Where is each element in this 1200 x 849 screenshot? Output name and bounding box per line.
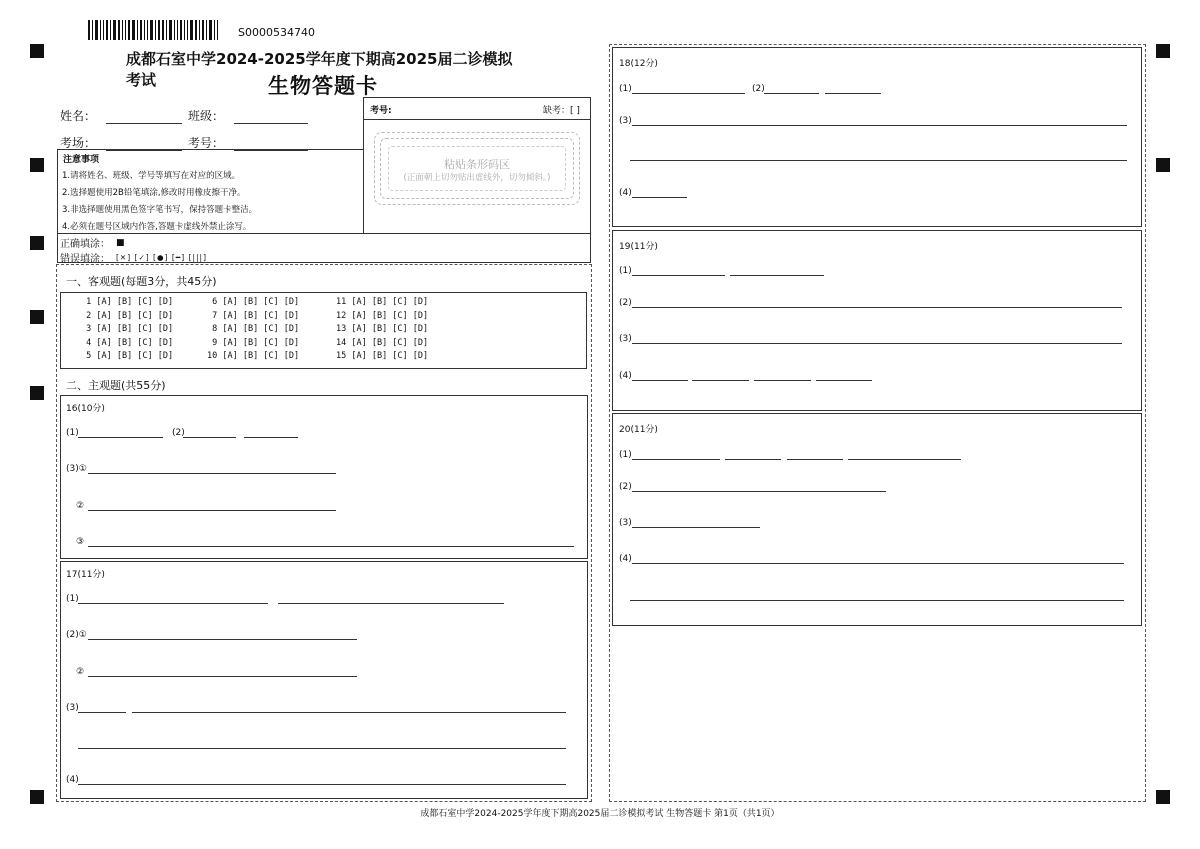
q19-part4-label: (4) xyxy=(619,371,632,381)
wrong-fill-label: 错误填涂： xyxy=(60,254,110,265)
subjective-heading: 二、主观题(共55分) xyxy=(66,379,166,392)
objective-item-15[interactable] xyxy=(336,351,428,361)
q19-part1-answer-line[interactable] xyxy=(730,275,824,276)
card-title: 生物答题卡 xyxy=(268,73,378,98)
q16-part2-label: (2) xyxy=(172,428,185,438)
q17-part3-answer-line[interactable] xyxy=(78,712,126,713)
name-line[interactable] xyxy=(106,111,182,124)
q18-part4-answer-line[interactable] xyxy=(632,197,687,198)
objective-item-11[interactable] xyxy=(336,297,428,307)
objective-item-options[interactable]: [A] [B] [C] [D] xyxy=(96,297,174,307)
objective-item-options[interactable]: [A] [B] [C] [D] xyxy=(222,324,300,334)
objective-item-1[interactable] xyxy=(81,297,173,307)
q19-part2-label: (2) xyxy=(619,298,632,308)
objective-item-number: 10 xyxy=(207,351,223,361)
class-field[interactable] xyxy=(188,107,308,124)
q16-part3c-answer-line[interactable] xyxy=(88,546,574,547)
room-label: 考场： xyxy=(60,136,97,150)
objective-item-number: 8 xyxy=(207,324,223,334)
q19-part2-answer-line[interactable] xyxy=(632,307,1122,308)
q19-part1-label: (1) xyxy=(619,266,632,276)
objective-item-number: 1 xyxy=(81,297,97,307)
objective-item-number: 2 xyxy=(81,310,97,321)
objective-item-number: 3 xyxy=(81,324,97,334)
objective-item-6[interactable] xyxy=(207,297,299,307)
positioning-mark xyxy=(30,790,44,804)
notes-box xyxy=(57,149,364,234)
barcode-number: S0000534740 xyxy=(238,26,315,39)
q16-part3b-label: ② xyxy=(76,501,85,511)
q20-part3-label: (3) xyxy=(619,518,632,528)
class-label: 班级： xyxy=(188,109,225,123)
q18-part3-answer-line[interactable] xyxy=(630,160,1127,161)
objective-item-options[interactable]: [A] [B] [C] [D] xyxy=(351,297,429,307)
page-footer: 成都石室中学2024-2025学年度下期高2025届二诊模拟考试 生物答题卡 第1页（共1页） xyxy=(420,809,780,819)
objective-item-12[interactable] xyxy=(336,311,428,321)
q16-part1-label: (1) xyxy=(66,428,79,438)
exam-number-label: 考号： xyxy=(188,136,225,150)
objective-item-8[interactable] xyxy=(207,324,299,334)
barcode-area-title: 粘贴条形码区 xyxy=(444,158,510,171)
q18-part3-label: (3) xyxy=(619,116,632,126)
q20-part1-answer-line[interactable] xyxy=(787,459,843,460)
q17-part4-label: (4) xyxy=(66,775,79,785)
q18-part2-answer-line[interactable] xyxy=(764,93,819,94)
q17-part2a-label: (2)① xyxy=(66,630,87,640)
objective-item-options[interactable]: [A] [B] [C] [D] xyxy=(96,324,174,334)
q17-part1-label: (1) xyxy=(66,594,79,604)
objective-item-number: 7 xyxy=(207,310,223,321)
q17-part3-answer-line[interactable] xyxy=(132,712,566,713)
q16-part2-answer-line[interactable] xyxy=(244,437,298,438)
q20-part4-answer-line[interactable] xyxy=(632,563,1124,564)
objective-item-options[interactable]: [A] [B] [C] [D] xyxy=(222,351,300,361)
q17-part1-answer-line[interactable] xyxy=(278,603,504,604)
objective-item-options[interactable]: [A] [B] [C] [D] xyxy=(96,310,174,321)
q18-part1-label: (1) xyxy=(619,84,632,94)
q17-part3-answer-line[interactable] xyxy=(78,748,566,749)
q19-part4-answer-line[interactable] xyxy=(692,380,749,381)
positioning-mark xyxy=(30,310,44,324)
correct-fill-example: ■ xyxy=(116,237,126,248)
name-label: 姓名： xyxy=(60,109,97,123)
objective-item-options[interactable]: [A] [B] [C] [D] xyxy=(351,310,429,321)
positioning-mark xyxy=(1156,44,1170,58)
question-17-title: 17(11分) xyxy=(66,570,105,580)
q17-part1-answer-line[interactable] xyxy=(78,603,268,604)
objective-item-options[interactable]: [A] [B] [C] [D] xyxy=(222,310,300,321)
objective-item-number: 5 xyxy=(81,351,97,361)
q19-part3-label: (3) xyxy=(619,334,632,344)
q17-part2b-answer-line[interactable] xyxy=(88,676,357,677)
q17-part4-answer-line[interactable] xyxy=(78,784,566,785)
q20-part1-label: (1) xyxy=(619,450,632,460)
absent-checkbox[interactable]: 缺考：[ ] xyxy=(543,106,580,116)
positioning-mark xyxy=(1156,790,1170,804)
q20-part4-answer-line[interactable] xyxy=(630,600,1124,601)
objective-item-number: 9 xyxy=(207,337,223,348)
notes-title: 注意事项 xyxy=(63,155,100,165)
q18-part1-answer-line[interactable] xyxy=(632,93,745,94)
exam-number-box-label: 考号: xyxy=(370,106,392,116)
objective-item-number: 13 xyxy=(336,324,352,334)
q18-part4-label: (4) xyxy=(619,188,632,198)
question-16-title: 16(10分) xyxy=(66,404,105,414)
q20-part1-answer-line[interactable] xyxy=(725,459,781,460)
q20-part4-label: (4) xyxy=(619,554,632,564)
q20-part1-answer-line[interactable] xyxy=(848,459,961,460)
name-field[interactable] xyxy=(60,107,182,124)
notes-item: 1.请将姓名、班级、学号等填写在对应的区域。 xyxy=(62,171,241,181)
question-16-box xyxy=(60,395,588,559)
q20-part2-label: (2) xyxy=(619,482,632,492)
q17-part2a-answer-line[interactable] xyxy=(88,639,357,640)
q19-part4-answer-line[interactable] xyxy=(816,380,872,381)
q16-part2-answer-line[interactable] xyxy=(183,437,236,438)
question-19-box xyxy=(612,230,1142,411)
notes-item: 3.非选择题使用黑色签字笔书写，保持答题卡整洁。 xyxy=(62,205,258,215)
q19-part3-answer-line[interactable] xyxy=(632,343,1122,344)
q18-part2-label: (2) xyxy=(752,84,765,94)
q18-part2-answer-line[interactable] xyxy=(825,93,881,94)
q19-part1-answer-line[interactable] xyxy=(632,275,725,276)
q17-part3-label: (3) xyxy=(66,703,79,713)
exam-title: 成都石室中学2024-2025学年度下期高2025届二诊模拟考试 xyxy=(126,50,513,89)
objective-grid xyxy=(60,292,587,369)
objective-item-5[interactable] xyxy=(81,351,173,361)
objective-item-number: 11 xyxy=(336,297,352,307)
correct-fill-label: 正确填涂： xyxy=(60,239,110,250)
q16-part3b-answer-line[interactable] xyxy=(88,510,336,511)
objective-item-10[interactable] xyxy=(207,351,299,361)
objective-item-3[interactable] xyxy=(81,324,173,334)
q18-part3-answer-line[interactable] xyxy=(632,125,1127,126)
objective-item-9[interactable] xyxy=(207,338,299,348)
q20-part1-answer-line[interactable] xyxy=(632,459,720,460)
barcode xyxy=(88,20,230,40)
notes-item: 4.必须在题号区域内作答,答题卡虚线外禁止涂写。 xyxy=(62,222,252,232)
objective-item-options[interactable]: [A] [B] [C] [D] xyxy=(351,351,429,361)
q19-part4-answer-line[interactable] xyxy=(754,380,811,381)
wrong-fill-examples: [✕] [✓] [●] [━] [|||] xyxy=(116,253,208,262)
q20-part3-answer-line[interactable] xyxy=(632,527,760,528)
objective-item-number: 15 xyxy=(336,351,352,361)
objective-item-options[interactable]: [A] [B] [C] [D] xyxy=(351,324,429,334)
objective-item-7[interactable] xyxy=(207,311,299,321)
objective-item-number: 6 xyxy=(207,297,223,307)
class-line[interactable] xyxy=(234,111,308,124)
objective-item-13[interactable] xyxy=(336,324,428,334)
objective-item-options[interactable]: [A] [B] [C] [D] xyxy=(351,337,429,348)
question-20-title: 20(11分) xyxy=(619,425,658,435)
positioning-mark xyxy=(30,158,44,172)
objective-item-number: 12 xyxy=(336,310,352,321)
q16-part3c-label: ③ xyxy=(76,537,85,547)
notes-item: 2.选择题使用2B铅笔填涂,修改时用橡皮擦干净。 xyxy=(62,188,246,198)
q19-part4-answer-line[interactable] xyxy=(632,380,688,381)
q16-part1-answer-line[interactable] xyxy=(78,437,163,438)
positioning-mark xyxy=(30,236,44,250)
q17-part2b-label: ② xyxy=(76,667,85,677)
exam-number-header-divider xyxy=(363,119,591,120)
objective-item-options[interactable]: [A] [B] [C] [D] xyxy=(96,337,174,348)
q16-part3a-answer-line[interactable] xyxy=(88,473,336,474)
wrong-fill-row xyxy=(60,250,207,265)
barcode-area-hint: (正面朝上切勿贴出虚线外，切勿倾斜。) xyxy=(403,173,551,183)
objective-item-options[interactable]: [A] [B] [C] [D] xyxy=(96,351,174,361)
question-20-box xyxy=(612,413,1142,626)
question-17-box xyxy=(60,561,588,799)
objective-item-options[interactable]: [A] [B] [C] [D] xyxy=(222,337,300,348)
objective-item-options[interactable]: [A] [B] [C] [D] xyxy=(222,297,300,307)
question-18-box xyxy=(612,47,1142,227)
correct-fill-row xyxy=(60,235,126,250)
q16-part3a-label: (3)① xyxy=(66,464,87,474)
objective-item-14[interactable] xyxy=(336,338,428,348)
positioning-mark xyxy=(1156,158,1170,172)
question-18-title: 18(12分) xyxy=(619,59,658,69)
objective-heading: 一、客观题(每题3分，共45分) xyxy=(66,275,217,288)
objective-item-4[interactable] xyxy=(81,338,173,348)
question-19-title: 19(11分) xyxy=(619,242,658,252)
objective-item-number: 14 xyxy=(336,337,352,348)
objective-item-number: 4 xyxy=(81,337,97,348)
q20-part2-answer-line[interactable] xyxy=(632,491,886,492)
objective-item-2[interactable] xyxy=(81,311,173,321)
positioning-mark xyxy=(30,386,44,400)
positioning-mark xyxy=(30,44,44,58)
